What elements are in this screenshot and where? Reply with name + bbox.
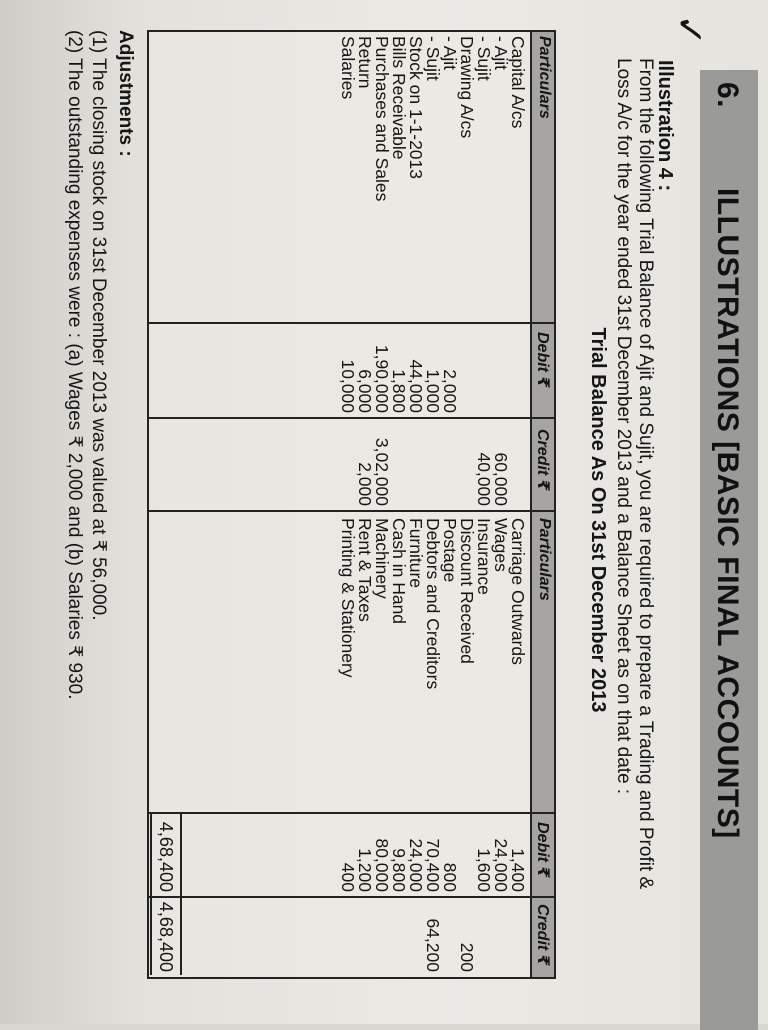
header-debit-left: Debit ₹ bbox=[534, 332, 551, 388]
left-debit: 44,000 bbox=[406, 359, 426, 413]
right-credit bbox=[390, 896, 407, 972]
left-debit: 10,000 bbox=[338, 359, 358, 413]
header-particulars-right: Particulars bbox=[536, 518, 553, 601]
right-credit bbox=[356, 896, 373, 972]
total-credit: 4,68,400 bbox=[156, 901, 176, 972]
left-debit: 1,000 bbox=[423, 369, 443, 413]
right-debit-column bbox=[339, 812, 526, 892]
right-debit: 70,400 bbox=[423, 838, 443, 892]
left-credit bbox=[424, 417, 441, 506]
right-particular: Furniture bbox=[406, 518, 426, 589]
left-particular: Stock on 1-1-2013 bbox=[406, 36, 426, 180]
left-particular: Salaries bbox=[338, 36, 358, 100]
right-particular: Debtors and Creditors bbox=[423, 518, 443, 690]
left-credit bbox=[390, 417, 407, 506]
left-debit bbox=[475, 322, 492, 413]
left-credit: 40,000 bbox=[474, 452, 494, 506]
right-particular: Cash in Hand bbox=[389, 518, 409, 625]
right-debit: 80,000 bbox=[372, 838, 392, 892]
right-credit bbox=[339, 896, 356, 972]
column-divider bbox=[149, 510, 554, 512]
left-credit bbox=[458, 417, 475, 506]
right-particular: Wages bbox=[491, 518, 511, 572]
left-credit bbox=[339, 417, 356, 506]
left-particular: - Ajit bbox=[491, 36, 511, 71]
right-debit bbox=[458, 812, 475, 892]
right-particular: Rent & Taxes bbox=[355, 518, 375, 622]
left-debit bbox=[509, 322, 526, 413]
right-particular: Postage bbox=[440, 518, 460, 583]
adjustment-item-1: (1) The closing stock on 31st December 2013 was valued at ₹ 56,000. bbox=[88, 30, 109, 621]
right-credit bbox=[441, 896, 458, 972]
left-particular: Return bbox=[355, 36, 375, 89]
adjustments-heading: Adjustments : bbox=[115, 30, 136, 157]
right-credit: 200 bbox=[457, 942, 477, 972]
right-debit: 1,400 bbox=[508, 848, 528, 892]
left-credit bbox=[509, 417, 526, 506]
left-debit bbox=[458, 322, 475, 413]
left-credit: 3,02,000 bbox=[372, 437, 392, 506]
right-particular: Printing & Stationery bbox=[338, 518, 358, 678]
left-particular: - Ajit bbox=[440, 36, 460, 71]
left-particular: - Sujit bbox=[474, 36, 494, 81]
right-debit: 24,000 bbox=[406, 838, 426, 892]
left-particular: Bills Receivable bbox=[389, 36, 409, 160]
left-debit bbox=[492, 322, 509, 413]
left-credit bbox=[441, 417, 458, 506]
left-debit: 1,90,000 bbox=[372, 344, 392, 413]
right-debit: 9,800 bbox=[389, 848, 409, 892]
illustration-text bbox=[612, 0, 656, 1010]
right-particular: Insurance bbox=[474, 518, 494, 595]
left-debit: 6,000 bbox=[355, 369, 375, 413]
section-title: ILLUSTRATIONS [BASIC FINAL ACCOUNTS] bbox=[711, 188, 744, 839]
left-particulars-column bbox=[339, 36, 526, 316]
section-number: 6. bbox=[711, 82, 744, 109]
table-title: Trial Balance As On 31st December 2013 bbox=[587, 327, 609, 713]
right-particular: Discount Received bbox=[457, 518, 477, 664]
left-credit: 2,000 bbox=[355, 462, 375, 506]
left-credit-column bbox=[339, 417, 526, 506]
header-debit-right: Debit ₹ bbox=[534, 822, 551, 878]
right-particular: Machinery bbox=[372, 518, 392, 599]
left-credit: 60,000 bbox=[491, 452, 511, 506]
left-debit-column bbox=[339, 322, 526, 413]
left-debit: 1,800 bbox=[389, 369, 409, 413]
right-particular: Carriage Outwards bbox=[508, 518, 528, 665]
right-credit bbox=[373, 896, 390, 972]
header-credit-right: Credit ₹ bbox=[534, 904, 551, 966]
right-particulars-column bbox=[339, 518, 526, 808]
right-credit bbox=[475, 896, 492, 972]
left-credit bbox=[407, 417, 424, 506]
right-credit bbox=[509, 896, 526, 972]
right-debit: 1,600 bbox=[474, 848, 494, 892]
right-debit: 24,000 bbox=[491, 838, 511, 892]
illustration-label: Illustration 4 : bbox=[654, 60, 676, 192]
right-credit bbox=[492, 896, 509, 972]
left-debit: 2,000 bbox=[440, 369, 460, 413]
right-debit: 400 bbox=[338, 862, 358, 892]
right-credit bbox=[407, 896, 424, 972]
table-header bbox=[530, 32, 554, 977]
total-debit: 4,68,400 bbox=[156, 821, 176, 892]
adjustment-item-2: (2) The outstanding expenses were : (a) Wages ₹ 2,000 and (b) Salaries ₹ 930. bbox=[64, 30, 85, 700]
left-particular: - Sujit bbox=[423, 36, 443, 81]
left-particular: Capital A/cs bbox=[508, 36, 528, 129]
right-debit: 1,200 bbox=[355, 848, 375, 892]
check-mark-icon: ✓ bbox=[668, 14, 710, 46]
left-particular: Drawing A/cs bbox=[457, 36, 477, 139]
trial-balance-table bbox=[147, 30, 556, 979]
header-credit-left: Credit ₹ bbox=[534, 429, 551, 491]
right-credit-column bbox=[339, 896, 526, 972]
left-particular: Purchases and Sales bbox=[372, 36, 392, 202]
header-particulars-left: Particulars bbox=[536, 36, 553, 119]
right-credit: 64,200 bbox=[423, 918, 443, 972]
section-header-band bbox=[700, 70, 758, 1030]
illustration-line-2: Loss A/c for the year ended 31st December 2013 and a Balance Sheet as on that date : bbox=[613, 58, 634, 795]
illustration-line-1: From the following Trial Balance of Ajit and Sujit, you are required to prepare a Trading and Profit & bbox=[635, 58, 656, 890]
right-debit: 800 bbox=[440, 862, 460, 892]
